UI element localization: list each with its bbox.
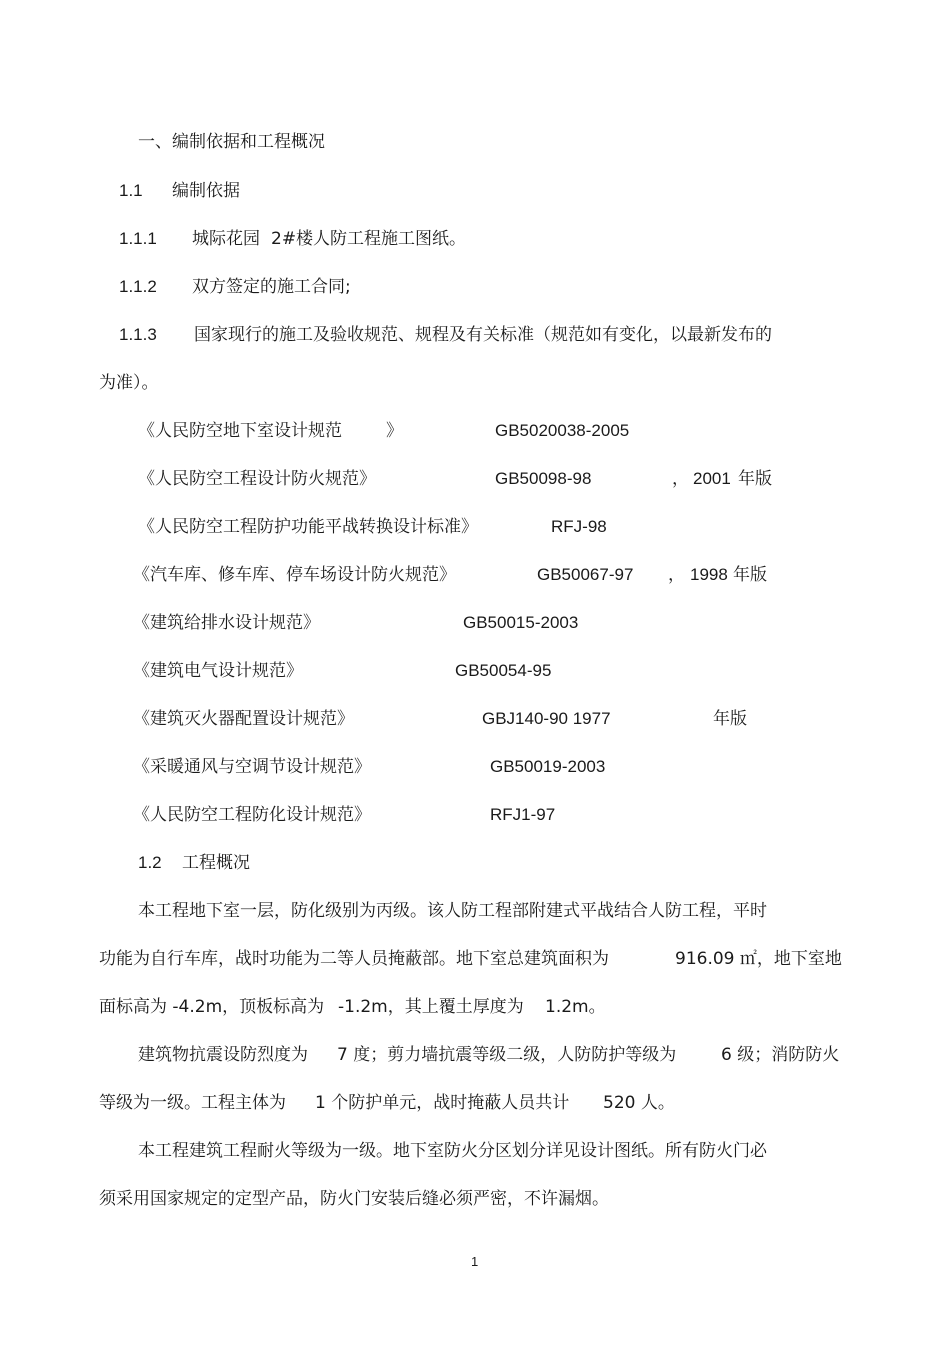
standard-code: GB50067-97 [537, 565, 634, 584]
standard-name: 《人民防空工程设计防火规范》 [138, 469, 376, 489]
standard-name: 《人民防空工程防化设计规范》 [133, 805, 371, 825]
paragraph-3-line-2: 须采用国家规定的定型产品，防火门安装后缝必须严密，不许漏烟。 [99, 1189, 609, 1209]
item-text-1-1-1a: 城际花园 [192, 229, 260, 249]
standard-name: 《人民防空地下室设计规范 [138, 421, 342, 441]
standard-code: GB50015-2003 [463, 613, 579, 632]
paragraph-2-line-1a: 建筑物抗震设防烈度为 [138, 1045, 308, 1065]
standard-code: RFJ-98 [551, 517, 607, 536]
paragraph-1-line-3b: -1.2m，其上覆土厚度为 [338, 997, 524, 1017]
standard-name: 《建筑灭火器配置设计规范》 [133, 709, 354, 729]
item-text-1-1-3-line1: 国家现行的施工及验收规范、规程及有关标准（规范如有变化，以最新发布的 [194, 325, 772, 345]
paragraph-1-line-2b: 916.09 ㎡，地下室地 [675, 949, 842, 969]
item-text-1-1-2: 双方签定的施工合同; [192, 277, 351, 297]
paragraph-1-line-3a: 面标高为 -4.2m，顶板标高为 [99, 997, 325, 1017]
paragraph-2-line-2c: 520 人。 [603, 1093, 675, 1113]
section-title-1-2: 工程概况 [182, 853, 250, 873]
page-number: 1 [471, 1254, 479, 1269]
standard-code: GBJ140-90 1977 [482, 709, 611, 728]
paragraph-1-line-2a: 功能为自行车库，战时功能为二等人员掩蔽部。地下室总建筑面积为 [99, 949, 609, 969]
standard-comma: ， [672, 469, 689, 489]
paragraph-2-line-1b: 7 度；剪力墙抗震等级二级，人防防护等级为 [337, 1045, 677, 1065]
paragraph-2-line-2a: 等级为一级。工程主体为 [99, 1093, 286, 1113]
standard-name: 《建筑给排水设计规范》 [133, 613, 320, 633]
section-number-1-1: 1.1 [119, 181, 143, 200]
standard-name: 《汽车库、修车库、停车场设计防火规范》 [133, 565, 456, 585]
standard-year: 2001 [693, 469, 731, 488]
item-text-1-1-3-line2: 为准）。 [99, 373, 159, 393]
paragraph-2-line-2b: 1 个防护单元，战时掩蔽人员共计 [315, 1093, 570, 1113]
paragraph-3-line-1: 本工程建筑工程耐火等级为一级。地下室防火分区划分详见设计图纸。所有防火门必 [138, 1141, 767, 1161]
standard-year-suffix: 年版 [733, 565, 767, 585]
paragraph-2-line-1c: 6 级；消防防火 [721, 1045, 840, 1065]
item-number-1-1-3: 1.1.3 [119, 325, 157, 344]
standard-name: 《人民防空工程防护功能平战转换设计标准》 [138, 517, 478, 537]
standard-year-suffix: 年版 [713, 709, 747, 729]
standard-comma: ， [668, 565, 685, 585]
item-number-1-1-1: 1.1.1 [119, 229, 157, 248]
standard-code: GB50019-2003 [490, 757, 606, 776]
section-number-1-2: 1.2 [138, 853, 162, 872]
standard-code: GB50054-95 [455, 661, 552, 680]
standard-name-close: 》 [386, 421, 403, 441]
paragraph-1-line-1: 本工程地下室一层，防化级别为丙级。该人防工程部附建式平战结合人防工程，平时 [138, 901, 767, 921]
section-title-1-1: 编制依据 [172, 181, 240, 201]
standard-year-suffix: 年版 [738, 469, 772, 489]
standard-code: GB50098-98 [495, 469, 592, 488]
standard-name: 《建筑电气设计规范》 [133, 661, 303, 681]
standard-year: 1998 [690, 565, 728, 584]
section-heading: 一、编制依据和工程概况 [138, 132, 325, 152]
standard-name: 《采暖通风与空调节设计规范》 [133, 757, 371, 777]
standard-code: RFJ1-97 [490, 805, 556, 824]
item-number-1-1-2: 1.1.2 [119, 277, 157, 296]
item-text-1-1-1b: 2#楼人防工程施工图纸。 [271, 229, 467, 249]
paragraph-1-line-3c: 1.2m。 [545, 997, 606, 1017]
standard-code: GB5020038-2005 [495, 421, 630, 440]
